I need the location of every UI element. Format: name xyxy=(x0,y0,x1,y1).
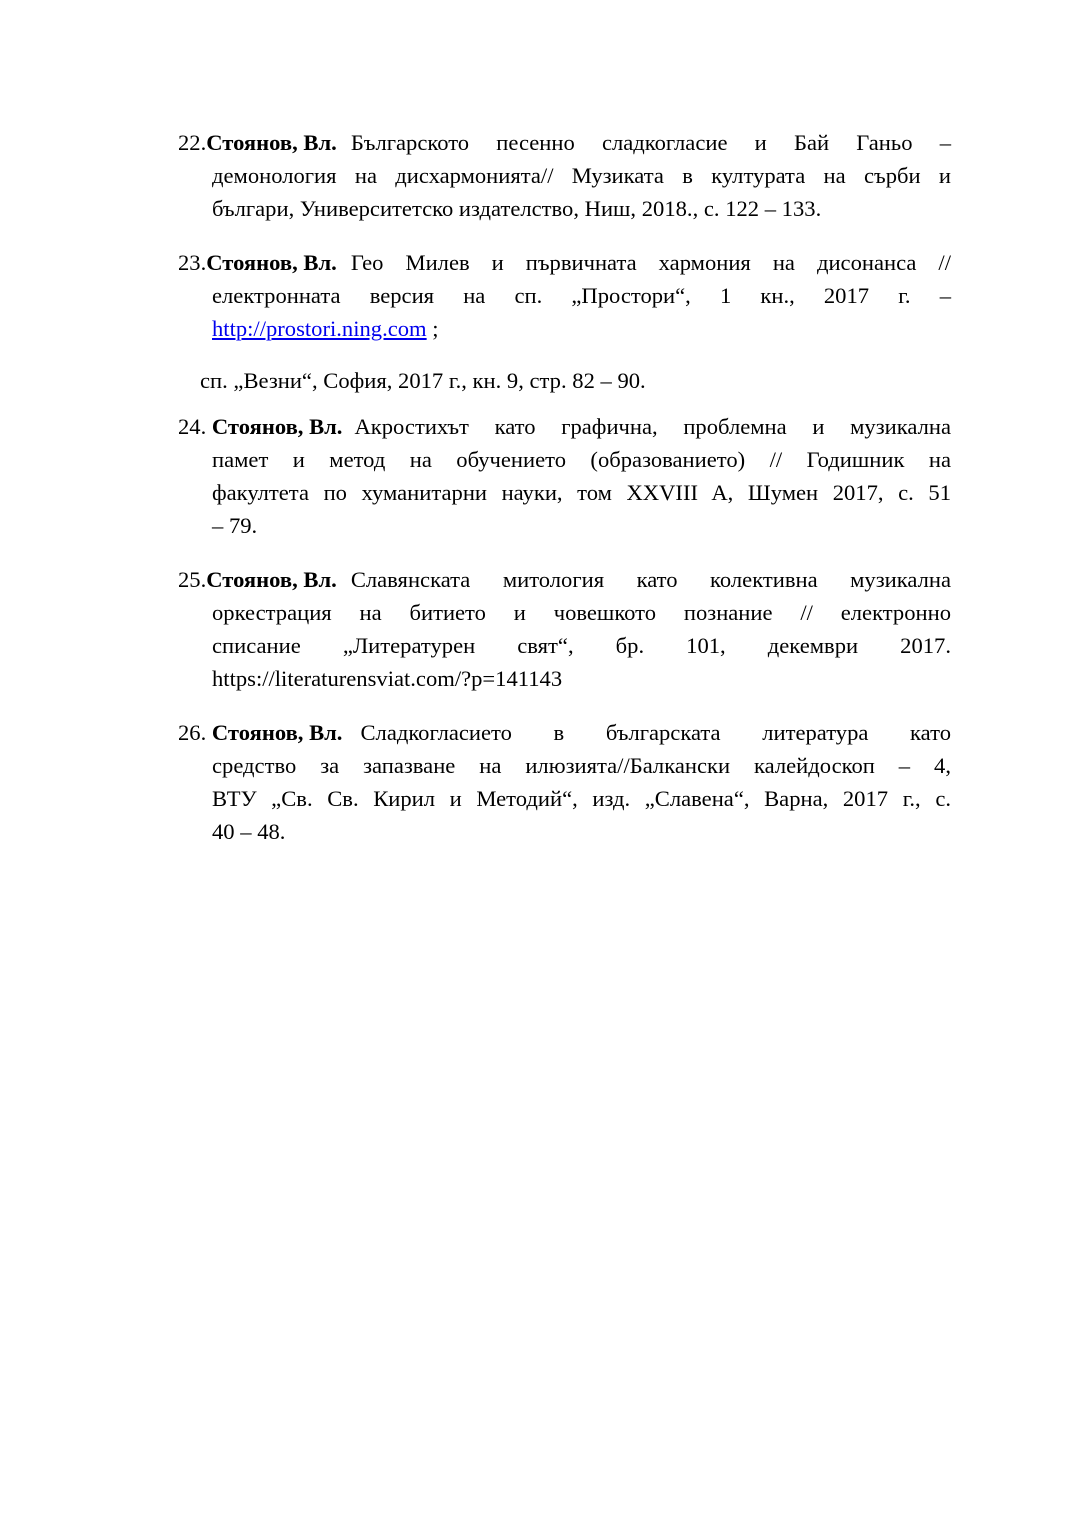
entry-author: Стоянов, Вл. xyxy=(206,130,337,155)
entry-text-line: електронната версия на сп. „Простори“, 1 кн., 2017 г. – xyxy=(212,283,951,308)
prostori-link[interactable]: http://prostori.ning.com xyxy=(212,316,427,341)
entry-text-line: памет и метод на обучението (образованието) // Годишник на xyxy=(212,447,951,472)
entry-text-line: Българското песенно сладкогласие и Бай Ганьо – xyxy=(350,130,951,155)
entry-link-line xyxy=(212,312,951,345)
entry-text-line: факултета по хуманитарни науки, том XXVIII A, Шумен 2017, с. 51 xyxy=(212,480,951,505)
bibliography-entry-22 xyxy=(178,126,951,225)
entry-author: Стоянов, Вл. xyxy=(211,720,343,745)
entry-text-line: Гео Милев и първичната хармония на дисонанса // xyxy=(350,250,951,275)
bibliography-entry-24 xyxy=(178,410,951,542)
entry-number: 22. xyxy=(178,130,207,155)
entry-text-line: 40 – 48. xyxy=(212,819,286,844)
journal-reference-line: сп. „Везни“, София, 2017 г., кн. 9, стр. 82 – 90. xyxy=(200,368,646,393)
entry-text-line: ВТУ „Св. Св. Кирил и Методий“, изд. „Славена“, Варна, 2017 г., с. xyxy=(212,786,951,811)
entry-number: 23. xyxy=(178,250,207,275)
entry-text-line: Акростихът като графична, проблемна и музикална xyxy=(354,414,951,439)
bibliography-entry-23 xyxy=(178,246,951,345)
entry-number: 25. xyxy=(178,567,207,592)
entry-author: Стоянов, Вл. xyxy=(211,414,343,439)
entry-number: 26. xyxy=(178,720,207,745)
entry-text-line: демонология на дисхармонията// Музиката в културата на сърби и xyxy=(212,163,951,188)
entry-author: Стоянов, Вл. xyxy=(206,567,337,592)
entry-text-line: – 79. xyxy=(212,513,258,538)
entry-text-line: Славянската митология като колективна музикална xyxy=(350,567,951,592)
bibliography-entry-26 xyxy=(178,716,951,848)
entry-url-line: https://literaturensviat.com/?p=141143 xyxy=(212,666,563,691)
entry-text-line: Сладкогласието в българската литература като xyxy=(360,720,951,745)
entry-text-line: българи, Университетско издателство, Ниш, 2018., с. 122 – 133. xyxy=(212,196,822,221)
entry-text-line: списание „Литературен свят“, бр. 101, декември 2017. xyxy=(212,633,951,658)
entry-author: Стоянов, Вл. xyxy=(206,250,337,275)
entry-text-suffix: ; xyxy=(426,316,439,341)
entry-text-line: оркестрация на битието и човешкото познание // електронно xyxy=(212,600,951,625)
bibliography-entry-25 xyxy=(178,563,951,695)
entry-number: 24. xyxy=(178,414,207,439)
entry-text-line: средство за запазване на илюзията//Балкански калейдоскоп – 4, xyxy=(212,753,951,778)
